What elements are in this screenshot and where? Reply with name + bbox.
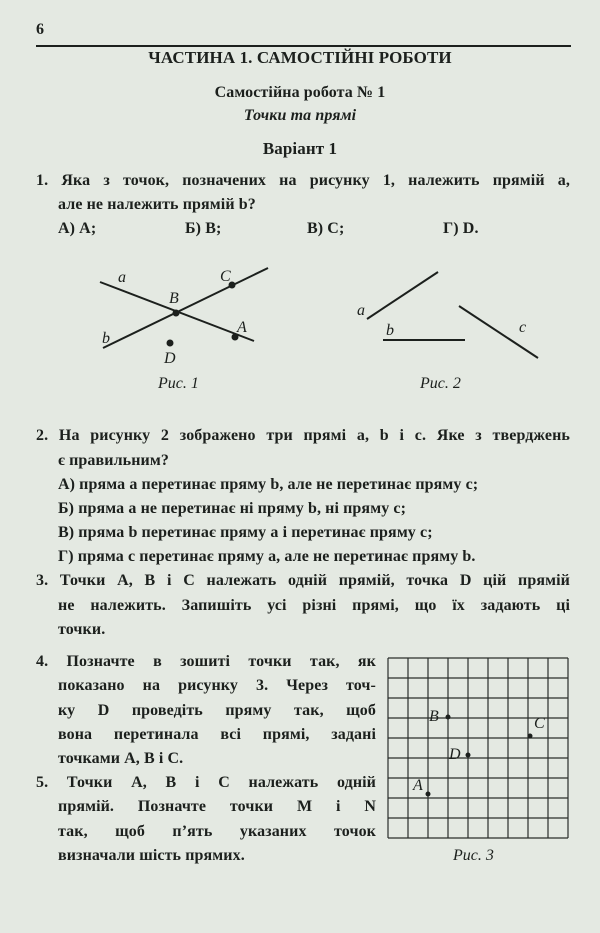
- q4-line: вона перетинала всі прямі, задані: [58, 726, 376, 743]
- fig3-label-B: B: [429, 708, 439, 725]
- point-D: [466, 753, 471, 758]
- q1-line: але не належить прямій b?: [58, 196, 256, 213]
- fig2-label-a: a: [357, 302, 365, 319]
- point-A: [426, 792, 431, 797]
- fig1-label-D: D: [164, 350, 176, 367]
- q3-line: точки.: [58, 621, 106, 638]
- q5-line: визначали шість прямих.: [58, 847, 245, 864]
- fig1-caption: Рис. 1: [158, 375, 199, 392]
- q4-line: 4. Позначте в зошиті точки так, як: [36, 653, 376, 670]
- q2-option-a: А) пряма a перетинає пряму b, але не перетинає пряму c;: [58, 476, 479, 493]
- q5-line: прямій. Позначте точки M і N: [58, 798, 376, 815]
- work-title: Самостійна робота № 1: [214, 84, 386, 101]
- q2-option-b: Б) пряма a не перетинає ні пряму b, ні пряму c;: [58, 500, 407, 517]
- q2-option-c: В) пряма b перетинає пряму a і перетинає пряму c;: [58, 524, 433, 541]
- q1-option-c: В) C;: [307, 220, 345, 237]
- point-C: [528, 734, 533, 739]
- q4-line: показано на рисунку 3. Через точ-: [58, 677, 376, 694]
- q2-line: 2. На рисунку 2 зображено три прямі a, b і c. Яке з тверджень: [36, 427, 570, 444]
- topic-title: Точки та прямі: [243, 107, 357, 124]
- q2-line: є правильним?: [58, 452, 169, 469]
- variant-title: Варіант 1: [262, 139, 338, 158]
- fig1-label-b: b: [102, 330, 110, 347]
- fig3-label-C: C: [534, 715, 545, 732]
- line-c: [459, 306, 538, 358]
- q4-line: ку D проведіть пряму так, щоб: [58, 702, 376, 719]
- fig1-label-B: B: [169, 290, 179, 307]
- line-a: [367, 272, 438, 319]
- fig3-label-A: A: [413, 777, 423, 794]
- q3-line: не належить. Запишіть усі різні прямі, що їх задають ці: [58, 597, 570, 614]
- point-D: [168, 341, 173, 346]
- fig2-label-b: b: [386, 322, 394, 339]
- part-title: ЧАСТИНА 1. САМОСТІЙНІ РОБОТИ: [148, 48, 452, 67]
- fig3-caption: Рис. 3: [453, 847, 494, 864]
- q1-option-d: Г) D.: [443, 220, 479, 237]
- fig2-caption: Рис. 2: [420, 375, 461, 392]
- fig1-label-C: C: [220, 268, 231, 285]
- q1-option-b: Б) B;: [185, 220, 222, 237]
- q4-line: точками A, B і C.: [58, 750, 184, 767]
- page-number: 6: [36, 21, 45, 38]
- fig1-label-A: A: [237, 319, 247, 336]
- q5-line: так, щоб п’ять указаних точок: [58, 823, 376, 840]
- fig1-label-a: a: [118, 269, 126, 286]
- q1-option-a: А) A;: [58, 220, 97, 237]
- figure-3-grid: [388, 658, 568, 838]
- figure-2: [367, 272, 538, 358]
- point-B: [174, 311, 179, 316]
- q5-line: 5. Точки A, B і C належать одній: [36, 774, 376, 791]
- fig3-label-D: D: [449, 746, 461, 763]
- point-B: [446, 715, 451, 720]
- q2-option-d: Г) пряма c перетинає пряму a, але не перетинає пряму b.: [58, 548, 476, 565]
- q3-line: 3. Точки A, B і C належать одній прямій, точка D цій прямій: [36, 572, 570, 589]
- fig2-label-c: c: [519, 319, 527, 336]
- figure-3-points: [426, 715, 533, 797]
- q1-line: 1. Яка з точок, позначених на рисунку 1, належить прямій a,: [36, 172, 570, 189]
